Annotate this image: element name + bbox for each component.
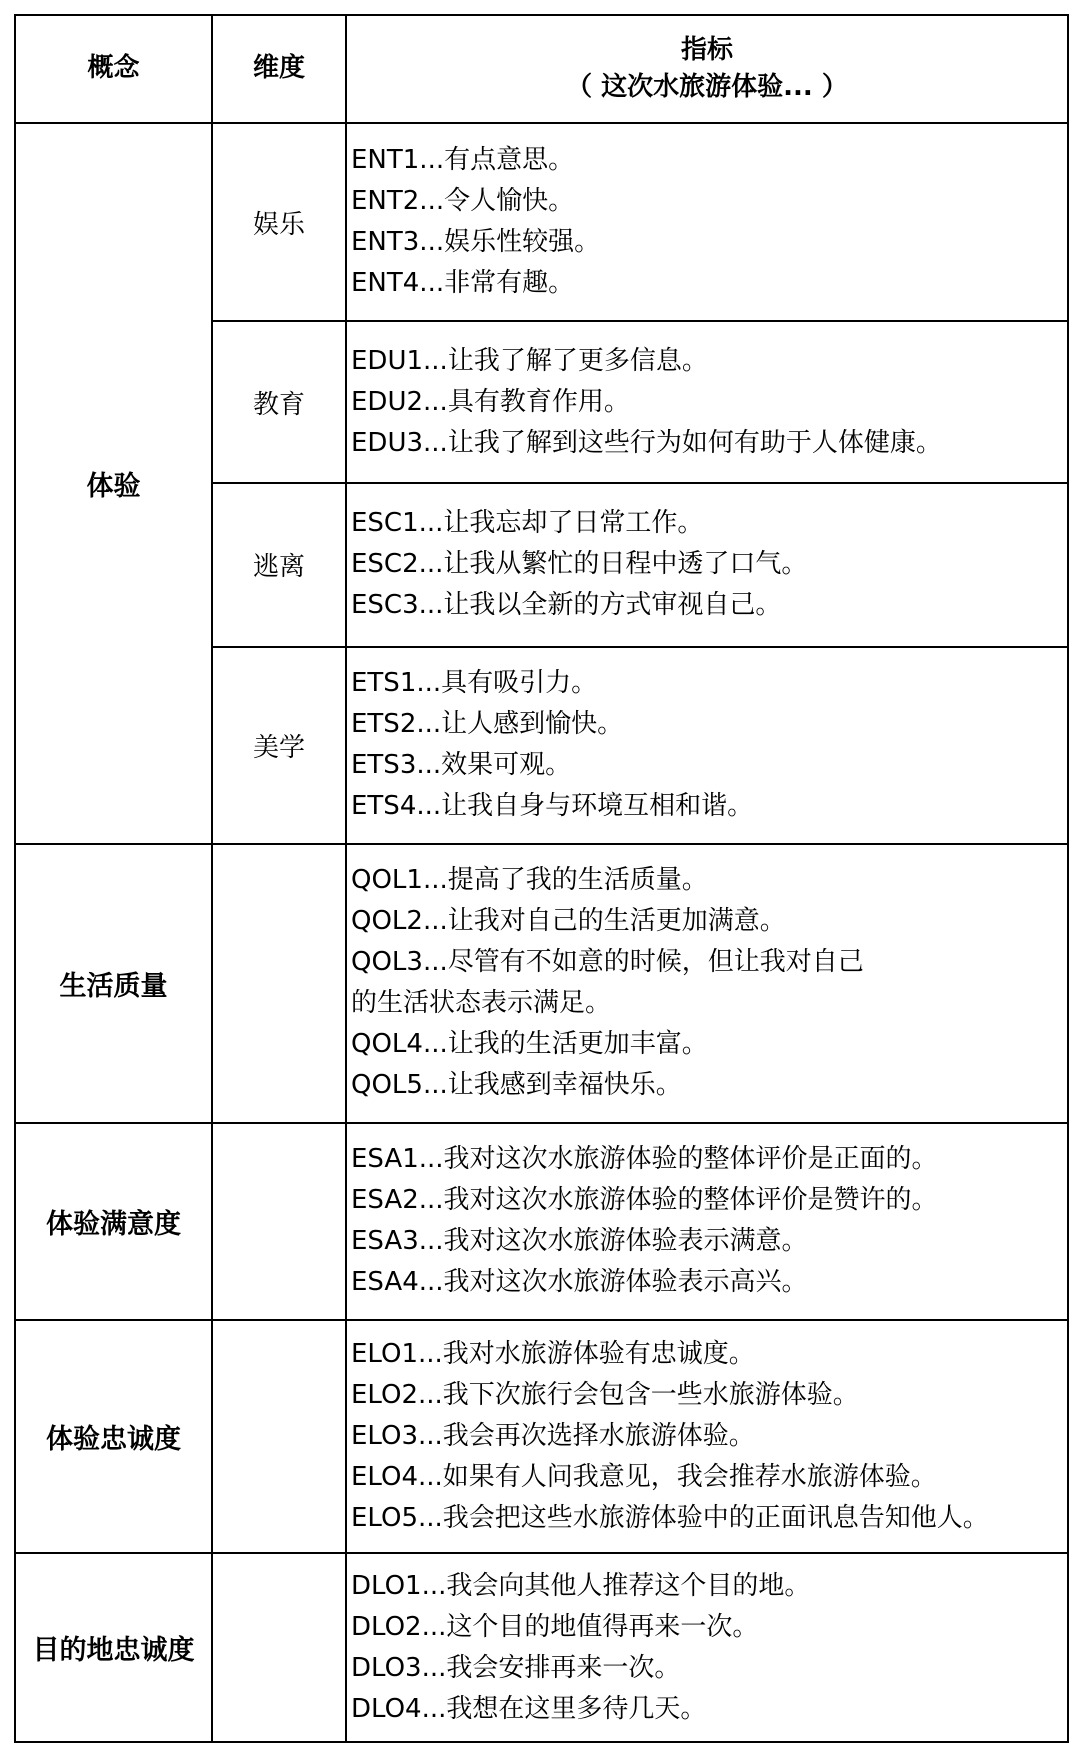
- dimension-cell: [212, 844, 346, 1122]
- indicator-item: EDU3...让我了解到这些行为如何有助于人体健康。: [351, 427, 942, 458]
- indicator-item: QOL2...让我对自己的生活更加满意。: [351, 906, 786, 937]
- table-row: [15, 1123, 1068, 1320]
- indicator-item: ENT1...有点意思。: [351, 145, 575, 176]
- indicator-item: DLO4...我想在这里多待几天。: [351, 1693, 707, 1724]
- indicator-item: ESA4...我对这次水旅游体验表示高兴。: [351, 1267, 808, 1298]
- indicator-item: DLO2...这个目的地值得再来一次。: [351, 1611, 759, 1642]
- table-row: [15, 123, 1068, 322]
- dimension-cell: 教育: [212, 321, 346, 483]
- indicator-cell: [346, 123, 1068, 322]
- concept-cell: 体验满意度: [15, 1123, 212, 1320]
- indicator-item: ELO4...如果有人问我意见，我会推荐水旅游体验。: [351, 1462, 937, 1493]
- table-row: [15, 1553, 1068, 1742]
- indicator-item: ELO3...我会再次选择水旅游体验。: [351, 1421, 755, 1452]
- indicator-item: ETS4...让我自身与环境互相和谐。: [351, 791, 754, 822]
- indicator-item: DLO1...我会向其他人推荐这个目的地。: [351, 1570, 811, 1601]
- indicator-item: QOL4...让我的生活更加丰富。: [351, 1029, 708, 1060]
- dimension-cell: [212, 1320, 346, 1553]
- indicator-item: ETS3...效果可观。: [351, 750, 572, 781]
- indicator-item: ESA3...我对这次水旅游体验表示满意。: [351, 1226, 808, 1257]
- concept-cell: 生活质量: [15, 844, 212, 1122]
- header-dimension: 维度: [212, 15, 346, 123]
- indicator-item: ESA2...我对这次水旅游体验的整体评价是赞许的。: [351, 1185, 938, 1216]
- indicator-item: ELO5...我会把这些水旅游体验中的正面讯息告知他人。: [351, 1503, 989, 1534]
- indicator-item: ETS2...让人感到愉快。: [351, 709, 624, 740]
- indicator-item: ELO1...我对水旅游体验有忠诚度。: [351, 1339, 755, 1370]
- dimension-cell: 美学: [212, 647, 346, 844]
- header-indicator: [346, 15, 1068, 123]
- indicator-cell: [346, 483, 1068, 647]
- indicator-item: EDU1...让我了解了更多信息。: [351, 345, 708, 376]
- header-indicator-subtitle: （ 这次水旅游体验... ）: [566, 71, 848, 102]
- concept-cell: 体验: [15, 123, 212, 845]
- dimension-cell: [212, 1123, 346, 1320]
- indicator-cell: [346, 1320, 1068, 1553]
- indicator-item: ESC1...让我忘却了日常工作。: [351, 508, 704, 539]
- indicator-cell: [346, 321, 1068, 483]
- concept-cell: 体验忠诚度: [15, 1320, 212, 1553]
- indicator-item: ELO2...我下次旅行会包含一些水旅游体验。: [351, 1380, 859, 1411]
- header-row: [15, 15, 1068, 123]
- indicator-item: EDU2...具有教育作用。: [351, 386, 630, 417]
- measurement-table: [14, 14, 1069, 1743]
- header-concept: 概念: [15, 15, 212, 123]
- table-row: [15, 844, 1068, 1122]
- indicator-item: 的生活状态表示满足。: [351, 988, 612, 1019]
- indicator-item: QOL1...提高了我的生活质量。: [351, 865, 708, 896]
- indicator-item: ESC2...让我从繁忙的日程中透了口气。: [351, 549, 808, 580]
- indicator-cell: [346, 1553, 1068, 1742]
- indicator-item: ENT2...令人愉快。: [351, 186, 575, 217]
- indicator-item: ESA1...我对这次水旅游体验的整体评价是正面的。: [351, 1144, 938, 1175]
- indicator-item: ENT4...非常有趣。: [351, 268, 575, 299]
- indicator-item: ENT3...娱乐性较强。: [351, 227, 601, 258]
- indicator-cell: [346, 647, 1068, 844]
- indicator-cell: [346, 1123, 1068, 1320]
- table-row: [15, 1320, 1068, 1553]
- indicator-item: QOL5...让我感到幸福快乐。: [351, 1070, 682, 1101]
- indicator-item: ESC3...让我以全新的方式审视自己。: [351, 590, 782, 621]
- dimension-cell: [212, 1553, 346, 1742]
- concept-cell: 目的地忠诚度: [15, 1553, 212, 1742]
- dimension-cell: 逃离: [212, 483, 346, 647]
- dimension-cell: 娱乐: [212, 123, 346, 322]
- indicator-item: DLO3...我会安排再来一次。: [351, 1652, 681, 1683]
- header-indicator-title: 指标: [680, 34, 733, 65]
- indicator-item: QOL3...尽管有不如意的时候，但让我对自己: [351, 947, 864, 978]
- indicator-cell: [346, 844, 1068, 1122]
- indicator-item: ETS1...具有吸引力。: [351, 668, 598, 699]
